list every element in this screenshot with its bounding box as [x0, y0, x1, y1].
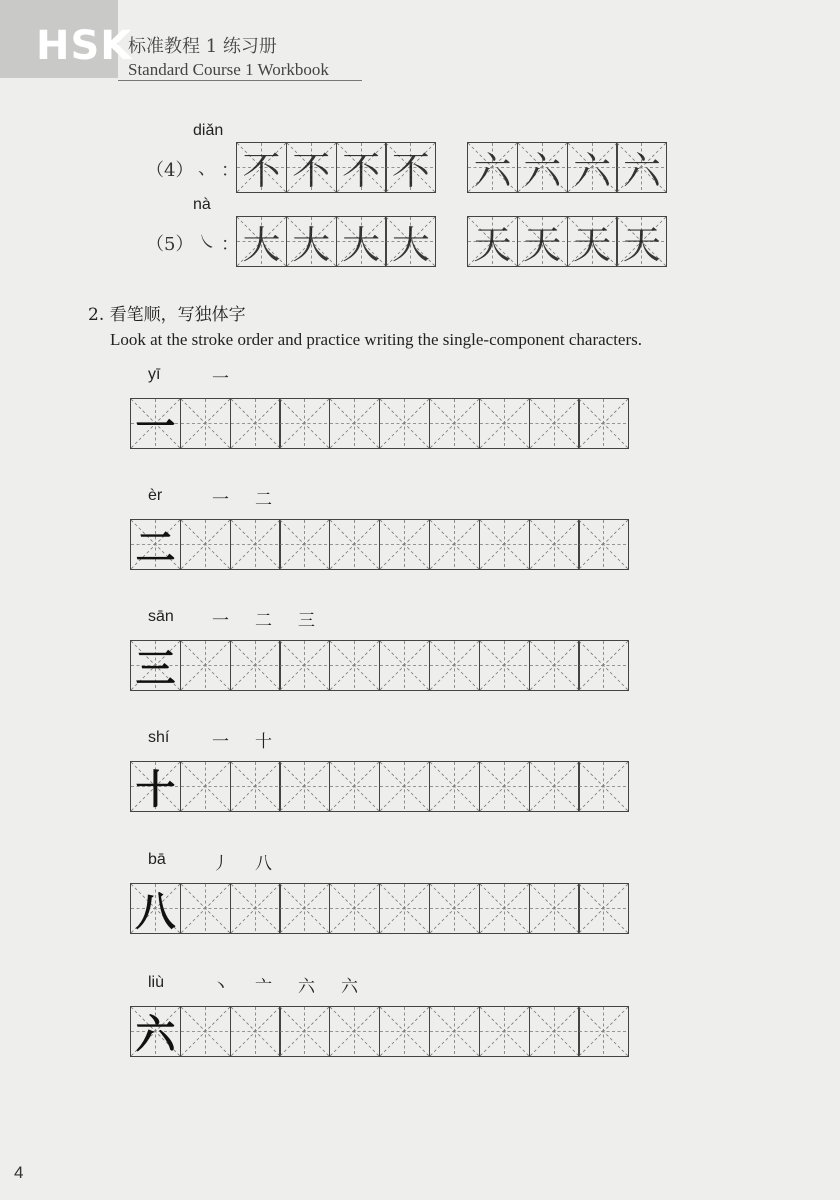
practice-cell[interactable] — [529, 883, 580, 934]
stroke-step: 三 — [298, 611, 315, 631]
grid-guide-lines — [181, 762, 230, 811]
grid-guide-lines — [380, 520, 429, 569]
section-title: 2. 看笔顺，写独体字 — [88, 305, 246, 325]
stroke-order-sequence — [212, 485, 272, 510]
character-pinyin: sān — [148, 608, 174, 625]
writing-practice-row — [130, 398, 629, 449]
character-pinyin: liù — [148, 974, 165, 991]
grid-guide-lines — [181, 1007, 230, 1056]
practice-cell[interactable] — [230, 761, 281, 812]
practice-cell[interactable] — [279, 883, 330, 934]
grid-guide-lines — [280, 1007, 329, 1056]
practice-cell[interactable] — [329, 761, 380, 812]
character-glyph: 八 — [135, 889, 176, 935]
practice-cell[interactable] — [279, 1006, 330, 1057]
model-character-cell — [130, 519, 181, 570]
character-glyph: 六 — [135, 1012, 176, 1058]
character-grid-group — [236, 216, 436, 267]
grid-guide-lines — [480, 762, 529, 811]
grid-guide-lines — [181, 520, 230, 569]
practice-cell[interactable] — [479, 519, 530, 570]
character-glyph: 二 — [135, 525, 176, 571]
writing-practice-row — [130, 761, 629, 812]
writing-practice-row — [130, 640, 629, 691]
practice-cell[interactable] — [180, 398, 231, 449]
stroke-step: 六 — [298, 977, 315, 997]
practice-cell[interactable] — [329, 640, 380, 691]
grid-guide-lines — [330, 762, 379, 811]
practice-cell[interactable] — [230, 883, 281, 934]
grid-guide-lines — [280, 520, 329, 569]
practice-cell[interactable] — [329, 519, 380, 570]
character-glyph: 不 — [242, 149, 281, 193]
traced-character-cell — [286, 216, 337, 267]
character-glyph: 不 — [292, 149, 331, 193]
practice-cell[interactable] — [429, 761, 480, 812]
header-title-en: Standard Course 1 Workbook — [128, 60, 329, 79]
stroke-step: 六 — [341, 977, 358, 997]
traced-character-cell — [385, 142, 436, 193]
grid-guide-lines — [231, 399, 280, 448]
character-grid-group — [467, 216, 667, 267]
character-pinyin: yī — [148, 366, 161, 383]
practice-cell[interactable] — [578, 398, 629, 449]
stroke-order-sequence — [212, 849, 272, 874]
practice-cell[interactable] — [379, 398, 430, 449]
grid-guide-lines — [181, 399, 230, 448]
grid-guide-lines — [430, 762, 479, 811]
grid-guide-lines — [530, 1007, 579, 1056]
grid-guide-lines — [579, 399, 628, 448]
practice-cell[interactable] — [329, 398, 380, 449]
grid-guide-lines — [181, 641, 230, 690]
grid-guide-lines — [430, 884, 479, 933]
grid-guide-lines — [330, 520, 379, 569]
practice-cell[interactable] — [578, 761, 629, 812]
traced-character-cell — [336, 142, 387, 193]
stroke-order-sequence — [212, 727, 272, 752]
grid-guide-lines — [480, 884, 529, 933]
character-glyph: 六 — [573, 149, 612, 193]
character-glyph: 天 — [523, 223, 562, 267]
character-glyph: 一 — [135, 404, 176, 450]
grid-guide-lines — [430, 641, 479, 690]
grid-guide-lines — [430, 1007, 479, 1056]
colon-mark: ： — [221, 234, 239, 255]
practice-cell[interactable] — [479, 761, 530, 812]
grid-guide-lines — [530, 641, 579, 690]
grid-guide-lines — [480, 399, 529, 448]
practice-cell[interactable] — [479, 640, 530, 691]
grid-guide-lines — [330, 399, 379, 448]
hsk-logo: HSK — [36, 23, 133, 69]
grid-guide-lines — [480, 1007, 529, 1056]
writing-practice-row — [130, 1006, 629, 1057]
practice-cell[interactable] — [479, 883, 530, 934]
practice-cell[interactable] — [180, 883, 231, 934]
traced-character-cell — [236, 216, 287, 267]
grid-guide-lines — [579, 884, 628, 933]
grid-guide-lines — [530, 762, 579, 811]
grid-guide-lines — [380, 762, 429, 811]
character-pinyin: shí — [148, 729, 170, 746]
character-glyph: 大 — [391, 223, 430, 267]
traced-character-cell — [286, 142, 337, 193]
grid-guide-lines — [480, 520, 529, 569]
stroke-step: 一 — [212, 490, 229, 510]
exercise-number: （4） — [146, 160, 194, 181]
practice-cell[interactable] — [529, 519, 580, 570]
grid-guide-lines — [280, 884, 329, 933]
traced-character-cell — [517, 216, 568, 267]
practice-cell[interactable] — [379, 519, 430, 570]
model-character-cell — [130, 640, 181, 691]
model-character-cell — [130, 883, 181, 934]
grid-guide-lines — [231, 520, 280, 569]
grid-guide-lines — [380, 1007, 429, 1056]
stroke-step: 丶 — [212, 977, 229, 997]
stroke-step: 一 — [212, 611, 229, 631]
stroke-pinyin: diǎn — [193, 122, 224, 139]
stroke-step: 二 — [255, 490, 272, 510]
practice-cell[interactable] — [180, 1006, 231, 1057]
stroke-order-sequence — [212, 606, 315, 631]
practice-cell[interactable] — [329, 883, 380, 934]
practice-cell[interactable] — [578, 640, 629, 691]
grid-guide-lines — [380, 641, 429, 690]
traced-character-cell — [467, 142, 518, 193]
model-character-cell — [130, 761, 181, 812]
practice-cell[interactable] — [429, 519, 480, 570]
grid-guide-lines — [380, 399, 429, 448]
character-glyph: 不 — [391, 149, 430, 193]
practice-cell[interactable] — [180, 640, 231, 691]
practice-cell[interactable] — [529, 1006, 580, 1057]
grid-guide-lines — [579, 762, 628, 811]
grid-guide-lines — [430, 520, 479, 569]
stroke-order-sequence — [212, 972, 358, 997]
grid-guide-lines — [530, 399, 579, 448]
practice-cell[interactable] — [329, 1006, 380, 1057]
practice-cell[interactable] — [379, 761, 430, 812]
practice-cell[interactable] — [379, 640, 430, 691]
character-pinyin: bā — [148, 851, 166, 868]
practice-cell[interactable] — [230, 640, 281, 691]
practice-cell[interactable] — [230, 1006, 281, 1057]
grid-guide-lines — [231, 641, 280, 690]
practice-cell[interactable] — [529, 398, 580, 449]
practice-cell[interactable] — [230, 398, 281, 449]
character-glyph: 六 — [523, 149, 562, 193]
practice-cell[interactable] — [180, 761, 231, 812]
practice-cell[interactable] — [429, 640, 480, 691]
grid-guide-lines — [579, 641, 628, 690]
grid-guide-lines — [430, 399, 479, 448]
character-pinyin: èr — [148, 487, 163, 504]
grid-guide-lines — [330, 641, 379, 690]
grid-guide-lines — [181, 884, 230, 933]
character-glyph: 大 — [292, 223, 331, 267]
grid-guide-lines — [330, 1007, 379, 1056]
practice-cell[interactable] — [429, 398, 480, 449]
traced-character-cell — [467, 216, 518, 267]
stroke-step: 亠 — [255, 977, 272, 997]
practice-cell[interactable] — [279, 640, 330, 691]
practice-cell[interactable] — [529, 640, 580, 691]
grid-guide-lines — [280, 762, 329, 811]
grid-guide-lines — [380, 884, 429, 933]
traced-character-cell — [336, 216, 387, 267]
grid-guide-lines — [231, 1007, 280, 1056]
stroke-step: 丿 — [212, 854, 229, 874]
stroke-step: 一 — [212, 369, 229, 389]
traced-character-cell — [616, 216, 667, 267]
practice-cell[interactable] — [578, 883, 629, 934]
stroke-step: 一 — [212, 732, 229, 752]
writing-practice-row — [130, 883, 629, 934]
header-title-cn: 标准教程 1 练习册 — [128, 36, 277, 57]
practice-cell[interactable] — [578, 1006, 629, 1057]
practice-cell[interactable] — [429, 883, 480, 934]
character-grid-group — [467, 142, 667, 193]
character-glyph: 六 — [622, 149, 661, 193]
stroke-step: 八 — [255, 854, 272, 874]
grid-guide-lines — [330, 884, 379, 933]
grid-guide-lines — [231, 762, 280, 811]
traced-character-cell — [517, 142, 568, 193]
practice-cell[interactable] — [279, 761, 330, 812]
stroke-name-glyph: ㇏ — [198, 232, 216, 253]
model-character-cell — [130, 398, 181, 449]
grid-guide-lines — [480, 641, 529, 690]
stroke-step: 十 — [255, 732, 272, 752]
practice-cell[interactable] — [279, 398, 330, 449]
character-glyph: 大 — [342, 223, 381, 267]
traced-character-cell — [236, 142, 287, 193]
writing-practice-row — [130, 519, 629, 570]
traced-character-cell — [567, 142, 618, 193]
grid-guide-lines — [530, 884, 579, 933]
section-subtitle: Look at the stroke order and practice writing the single-component characters. — [110, 330, 642, 349]
practice-cell[interactable] — [180, 519, 231, 570]
stroke-name-glyph: 、 — [198, 158, 216, 179]
practice-cell[interactable] — [479, 398, 530, 449]
practice-cell[interactable] — [578, 519, 629, 570]
character-grid-group — [236, 142, 436, 193]
practice-cell[interactable] — [479, 1006, 530, 1057]
model-character-cell — [130, 1006, 181, 1057]
practice-cell[interactable] — [379, 883, 430, 934]
character-glyph: 三 — [135, 646, 176, 692]
practice-cell[interactable] — [230, 519, 281, 570]
grid-guide-lines — [280, 399, 329, 448]
character-glyph: 天 — [473, 223, 512, 267]
exercise-number: （5） — [146, 234, 194, 255]
practice-cell[interactable] — [529, 761, 580, 812]
grid-guide-lines — [231, 884, 280, 933]
character-glyph: 不 — [342, 149, 381, 193]
practice-cell[interactable] — [379, 1006, 430, 1057]
colon-mark: ： — [221, 160, 239, 181]
traced-character-cell — [616, 142, 667, 193]
grid-guide-lines — [579, 1007, 628, 1056]
traced-character-cell — [567, 216, 618, 267]
stroke-pinyin: nà — [193, 196, 211, 213]
traced-character-cell — [385, 216, 436, 267]
stroke-order-sequence — [212, 364, 229, 389]
character-glyph: 天 — [573, 223, 612, 267]
practice-cell[interactable] — [279, 519, 330, 570]
character-glyph: 六 — [473, 149, 512, 193]
header-rule — [118, 80, 362, 81]
character-glyph: 大 — [242, 223, 281, 267]
grid-guide-lines — [280, 641, 329, 690]
grid-guide-lines — [530, 520, 579, 569]
page-number: 4 — [14, 1163, 24, 1182]
stroke-step: 二 — [255, 611, 272, 631]
character-glyph: 十 — [135, 767, 176, 813]
character-glyph: 天 — [622, 223, 661, 267]
practice-cell[interactable] — [429, 1006, 480, 1057]
grid-guide-lines — [579, 520, 628, 569]
